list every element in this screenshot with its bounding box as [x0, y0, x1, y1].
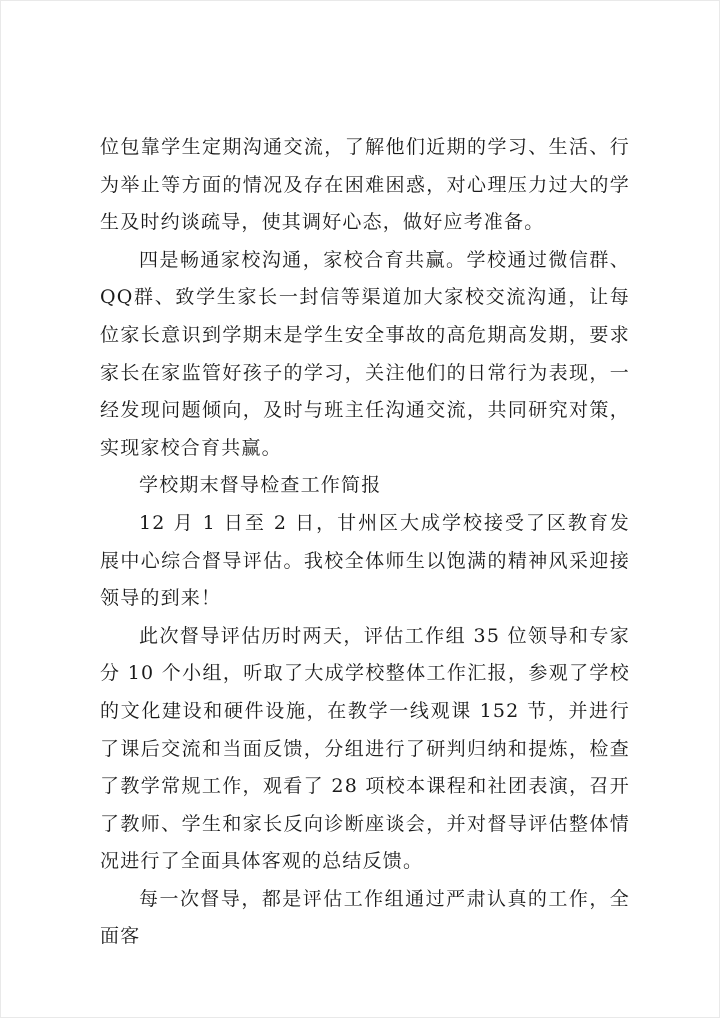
document-body: [100, 129, 630, 956]
section-title: 学校期末督导检查工作简报: [139, 474, 382, 497]
paragraph-evaluation-details: 此次督导评估历时两天，评估工作组 35 位领导和专家分 10 个小组，听取了大成学校整体工作汇报，参观了学校的文化建设和硬件设施，在教学一线观课 152 节，并进行了课后交流和当面反馈，分组进行了研判归纳和提炼，检查了教学常规工作，观看了 28 项校本课程和社团表演，召开了教师、学生和家长反向诊断座谈会，并对督导评估整体情况进行了全面具体客观的总结反馈。: [100, 624, 630, 873]
paragraph-home-school-communication: 四是畅通家校沟通，家校合育共赢。学校通过微信群、QQ群、致学生家长一封信等渠道加大家校交流沟通，让每位家长意识到学期末是学生安全事故的高危期高发期，要求家长在家监管好孩子的学习，关注他们的日常行为表现，一经发现问题倾向，及时与班主任沟通交流，共同研究对策，实现家校合育共赢。: [100, 248, 630, 459]
paragraph-closing-truncated: 每一次督导，都是评估工作组通过严肃认真的工作，全面客: [100, 887, 630, 948]
paragraph-continued: 位包靠学生定期沟通交流，了解他们近期的学习、生活、行为举止等方面的情况及存在困难困惑，对心理压力过大的学生及时约谈疏导，使其调好心态，做好应考准备。: [100, 136, 630, 234]
paragraph-intro: 12 月 1 日至 2 日，甘州区大成学校接受了区教育发展中心综合督导评估。我校全体师生以饱满的精神风采迎接领导的到来！: [100, 511, 630, 610]
